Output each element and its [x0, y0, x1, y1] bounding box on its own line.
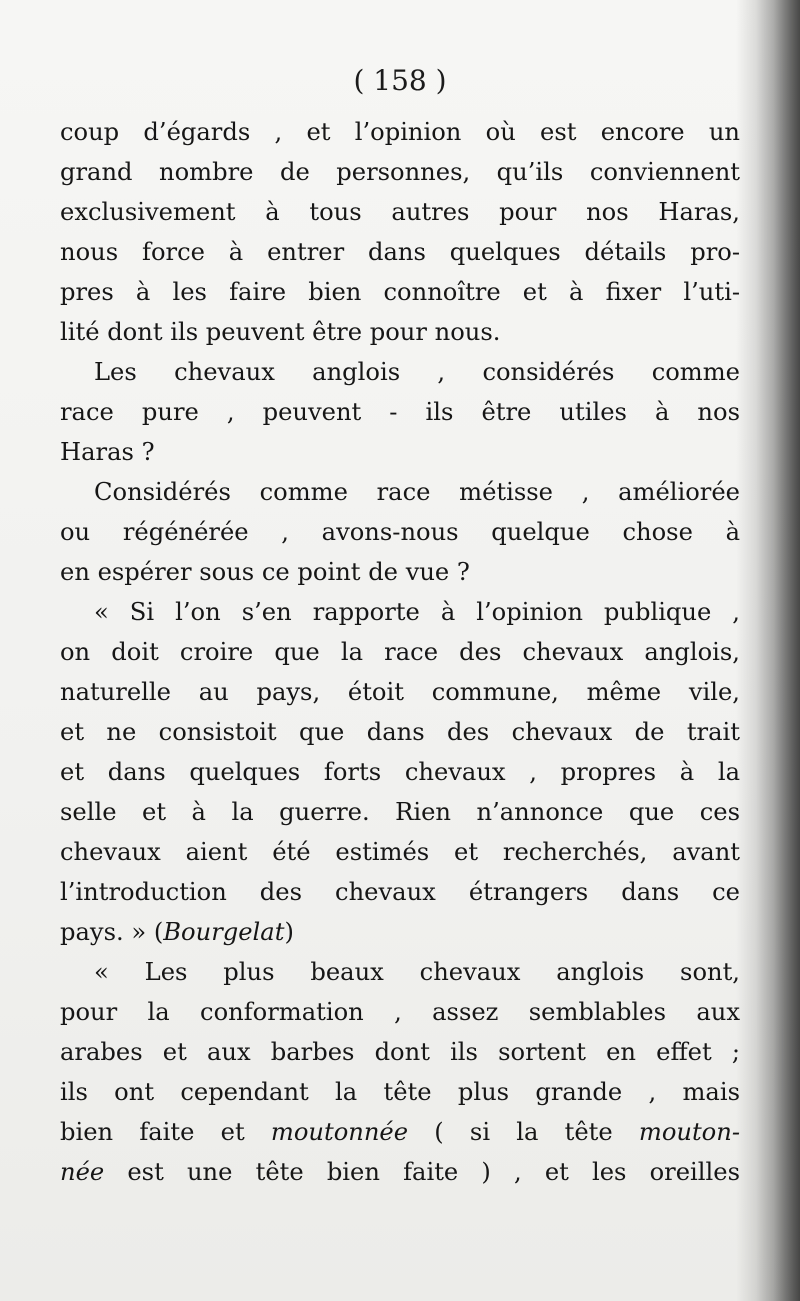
citation-suffix: ) — [284, 918, 294, 946]
text-line — [60, 1152, 740, 1192]
text-line — [60, 1112, 740, 1152]
italic-term: née — [60, 1158, 105, 1186]
text-line: ils ont cependant la tête plus grande , mais — [60, 1078, 740, 1106]
text-fragment: est une tête bien faite ) , et les oreilles — [104, 1158, 740, 1186]
paragraph-1 — [60, 112, 740, 352]
paragraph-2 — [60, 352, 740, 472]
text-line: chevaux aient été estimés et recherchés, avant — [60, 838, 740, 866]
text-line: on doit croire que la race des chevaux anglois, — [60, 638, 740, 666]
text-line: « Les plus beaux chevaux anglois sont, — [94, 958, 740, 986]
text-line: en espérer sous ce point de vue ? — [60, 558, 470, 586]
text-fragment: bien faite et — [60, 1118, 271, 1146]
text-line: nous force à entrer dans quelques détails pro- — [60, 238, 740, 266]
text-line: selle et à la guerre. Rien n’annonce que ces — [60, 798, 740, 826]
text-line: Les chevaux anglois , considérés comme — [94, 358, 740, 386]
text-line: « Si l’on s’en rapporte à l’opinion publique , — [94, 598, 740, 626]
text-line: lité dont ils peuvent être pour nous. — [60, 318, 501, 346]
citation-author: Bourgelat — [163, 918, 285, 946]
text-line: pres à les faire bien connoître et à fixer l’uti- — [60, 278, 740, 306]
text-line: pour la conformation , assez semblables aux — [60, 998, 740, 1026]
italic-term: moutonnée — [270, 1118, 409, 1146]
citation-line — [60, 912, 740, 952]
text-line: coup d’égards , et l’opinion où est encore un — [60, 118, 740, 146]
citation-prefix: pays. » ( — [60, 918, 164, 946]
paragraph-3 — [60, 472, 740, 592]
text-fragment: ( si la tête — [408, 1118, 639, 1146]
text-line: exclusivement à tous autres pour nos Haras, — [60, 198, 740, 226]
text-line: race pure , peuvent - ils être utiles à nos — [60, 398, 740, 426]
text-line: Haras ? — [60, 438, 155, 466]
page-number: ( 158 ) — [353, 64, 447, 97]
paragraph-4-quotation — [60, 592, 740, 952]
italic-term: mouton- — [638, 1118, 740, 1146]
text-line: et ne consistoit que dans des chevaux de trait — [60, 718, 740, 746]
text-line: ou régénérée , avons-nous quelque chose à — [60, 518, 740, 546]
text-line: l’introduction des chevaux étrangers dans ce — [60, 878, 740, 906]
text-line: Considérés comme race métisse , améliorée — [94, 478, 740, 506]
text-line: naturelle au pays, étoit commune, même vile, — [60, 678, 740, 706]
text-line: grand nombre de personnes, qu’ils conviennent — [60, 158, 740, 186]
text-line: et dans quelques forts chevaux , propres à la — [60, 758, 740, 786]
paragraph-5-quotation — [60, 952, 740, 1192]
page-text — [60, 112, 740, 1192]
page-gutter-shadow — [756, 0, 800, 1301]
text-line: arabes et aux barbes dont ils sortent en effet ; — [60, 1038, 740, 1066]
